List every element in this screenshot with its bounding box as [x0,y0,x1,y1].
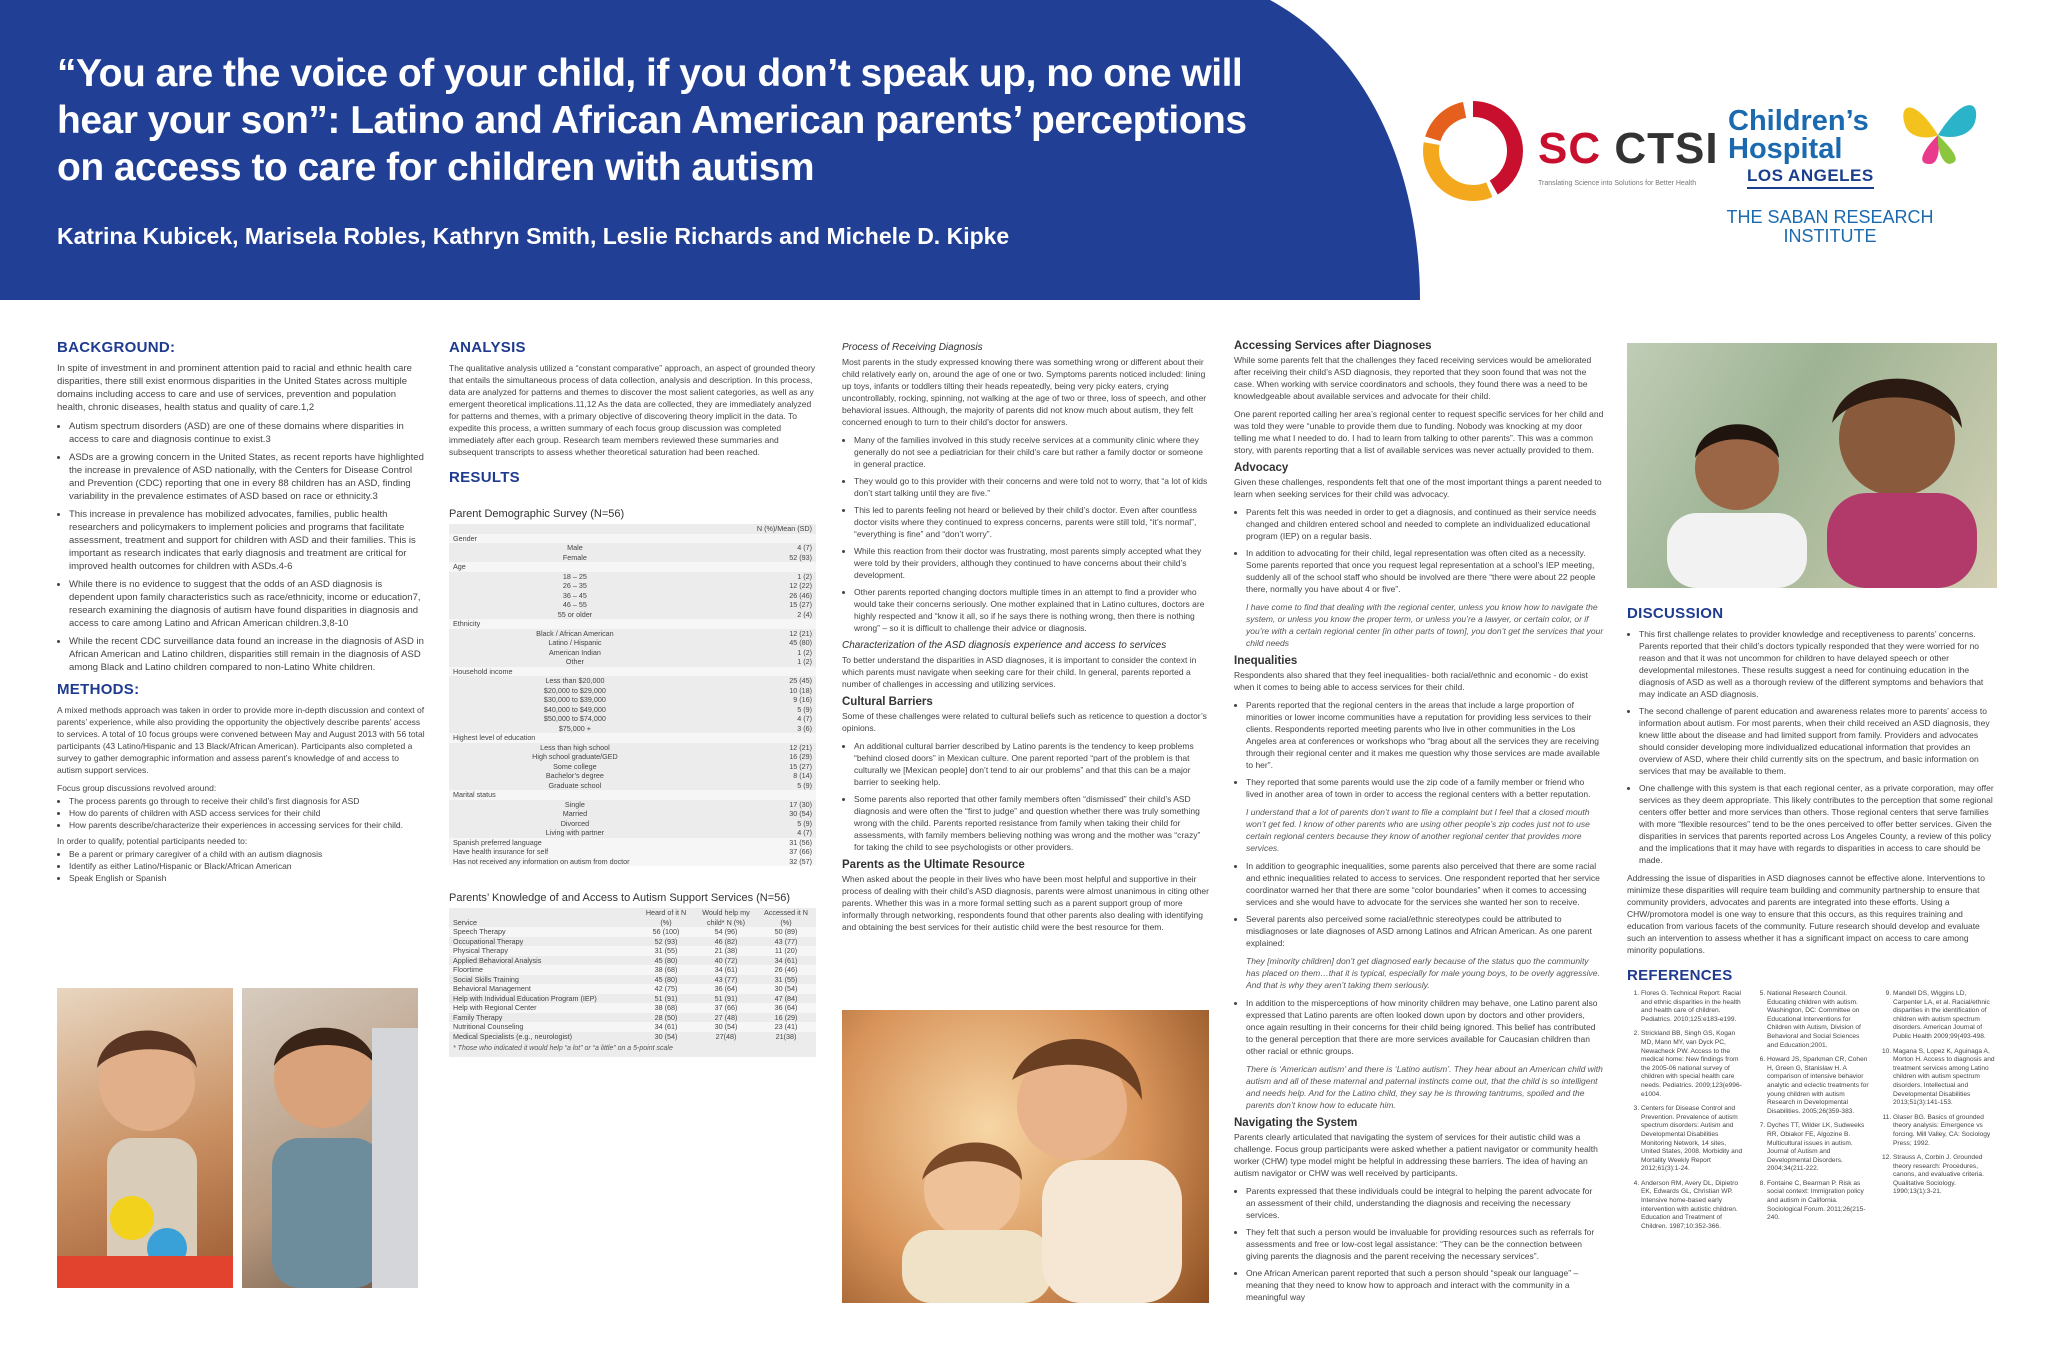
navigating-heading: Navigating the System [1234,1117,1358,1129]
table-cell-label: Living with partner [545,828,605,837]
table-row [449,676,816,686]
methods-focus-item: • How parents describe/characterize their experiences in accessing services for their child. [69,819,425,831]
table-cell-value: 21 (38) [714,946,738,955]
table-cell-value: 21(38) [775,1031,797,1041]
table-section-row [449,733,816,743]
table-cell-label: Help with Individual Education Program (IEP) [453,993,597,1003]
process-bullet: • This led to parents feeling not heard or believed by their child’s doctor. Even after countless doctor visits where they continued to express concerns, parents were still told, “it’s normal”, “everything is fine” and “don’t worry”. [854,504,1209,540]
table-cell-value: 38 (68) [654,965,678,974]
advocacy-heading: Advocacy [1234,462,1289,474]
table-row [449,752,816,762]
column-1 [57,332,425,890]
table-row [449,975,816,985]
table-cell-value: 45 (80) [654,974,678,984]
table-header-row [449,908,816,927]
table-cell-value: 1 (2) [797,647,812,657]
table-row [449,553,816,563]
table-section-row [449,667,816,677]
table-cell-value: 31 (55) [774,974,798,984]
process-bullet: • Other parents reported changing doctors multiple times in an attempt to find a provider who would take their concerns seriously. One mother explained that in Latino cultures, doctors are highly respected and “know it all, so if he says there is nothing wrong, then there is nothing wrong” – so it is difficult to challenge their advice or diagnosis. [854,586,1209,634]
table-row [449,828,816,838]
demographic-col-header: N (%)/Mean (SD) [756,524,812,533]
table-cell-label: Has not received any information on autism from doctor [449,857,701,867]
table-cell-value: 4 (7) [797,828,812,837]
cultural-barriers-heading: Cultural Barriers [842,696,933,708]
table-row [449,686,816,696]
characterization-text: To better understand the disparities in ASD diagnoses, it is important to consider the context in which parents must navigate when seeking care for their child. In general, parents reported a number of challenges in accessing and utilizing services. [842,655,1197,689]
table-cell-value: 31 (56) [701,838,816,848]
background-bullet: • ASDs are a growing concern in the United States, as recent reports have highlighted the increase in prevalence of ASD nationally, with the Centers for Disease Control and Prevention (CDC) reporting that one in every 88 children has an ASD, finding variability in the prevalence estimates of ASD based on race or ethnicity.3 [69,451,425,503]
methods-focus-intro: Focus group discussions revolved around: [57,783,217,793]
sc-ctsi-logo [1418,96,1719,206]
mother-child-illustration [842,1010,1209,1303]
characterization-heading: Characterization of the ASD diagnosis experience and access to services [842,640,1167,651]
table-row [449,771,816,781]
table-cell-value: 28 (50) [654,1012,678,1022]
table-cell-value: 56 (100) [652,927,680,936]
advocacy-bullets [1234,506,1604,595]
table-cell-label: Less than high school [540,742,610,752]
table-section-row [449,619,816,629]
table-cell-label: Nutritional Counseling [453,1022,524,1031]
table-header-cell: Would help my child* N (%) [702,908,750,927]
table-cell-label: Some college [553,761,597,771]
table-section-label: Ethnicity [449,619,816,629]
knowledge-table [449,908,816,1041]
process-bullet: • Many of the families involved in this study receive services at a community clinic where they generally do not see a pediatrician for their child’s care but rather a family doctor or someone in general practice. [854,434,1209,470]
inequalities-quote-1: I understand that a lot of parents don’t want to file a complaint but I feel that a closed mouth won’t get fed. I know of other parents who are using other people’s zip codes just not to use certain regional centers because they know of another regional center that provides more services. [1246,807,1590,853]
table-cell-label: Medical Specialists (e.g., neurologist) [453,1031,573,1041]
table-cell-value: 26 (46) [774,965,798,974]
table-row [449,819,816,829]
analysis-text: The qualitative analysis utilized a “constant comparative” approach, an aspect of grounded theory that entails the simultaneous process of data collection, analysis and description. In this process, data are analyzed for patterns and themes to discover the most salient categories, as well as any emergent theoretical implications.11,12 As the data are collected, they are immediately analyzed for patterns and themes, with a primary objective of discovering theory implicit in the data. To expedite this process, a written summary of each focus group discussion was completed immediately after each group. Research team members reviewed these summaries and subsequent transcripts to assess whether theoretical saturation had been reached. [449,363,816,457]
table-row [449,781,816,791]
methods-text: A mixed methods approach was taken in order to provide more in-depth discussion and context of parents’ experience, while also providing the opportunity the objectively describe parents’ access to services. A total of 10 focus groups were convened between May and August 2013 with 56 total participants (43 Latino/Hispanic and 13 Black/African American). Participants also completed a survey to gather demographic information and assess parent’s knowledge of and access to autism support services. [57,705,425,775]
knowledge-table-note: * Those who indicated it would help “a lot” or “a little” on a 5-point scale [449,1041,816,1057]
table-cell-value: 31 (55) [654,946,678,955]
table-cell-label: Floortime [453,965,483,974]
table-cell-label: 18 – 25 [562,571,587,581]
table-section-row [449,534,816,544]
table-cell-value: 27 (48) [714,1012,738,1022]
process-bullets [842,434,1209,634]
table-cell-value: 43 (77) [714,974,738,984]
inequalities-bullet: • They reported that some parents would use the zip code of a family member or friend who lived in another area of town in order to access the regional centers with a better reputation. [1246,776,1604,800]
table-row [449,648,816,658]
table-row [449,695,816,705]
table-cell-value: 16 (29) [789,752,812,761]
background-intro: In spite of investment in and prominent attention paid to racial and ethnic health care disparities, there still exist enormous disparities in the United States across multiple domains including access to care and use of services, prevention and population health, chronic diseases, health status and quality of care.1,2 [57,363,412,413]
table-cell-value: 45 (80) [654,955,678,965]
reference-item: 6. Howard JS, Sparkman CR, Cohen H, Green G, Stanislaw H. A comparison of intensive behavior analytic and eclectic treatments for young children with autism Research in Developmental Disabilities. 2005;26(359-383. [1767,1056,1871,1116]
methods-qualify-item: • Be a parent or primary caregiver of a child with an autism diagnosis [69,848,425,860]
table-cell-value: 45 (80) [789,638,812,647]
inequalities-quote-2: They [minority children] don’t get diagnosed early because of the status quo the community has placed on them…that it is typical, especially for male young boys, to be overly aggressive. And that is why they aren’t taking them seriously. [1246,956,1600,990]
table-cell-value: 4 (7) [797,714,812,723]
table-cell-value: 15 (27) [789,600,812,609]
table-row [449,581,816,591]
references-col-1 [1627,990,1745,1237]
column-4 [1234,332,1604,1309]
table-cell-label: Occupational Therapy [453,936,524,946]
table-cell-value: 47 (84) [774,993,798,1003]
references-col-3 [1879,990,1997,1237]
table-cell-value: 34 (61) [774,955,798,965]
inequalities-bullet: • In addition to geographic inequalities, some parents also perceived that there are some racial and ethnic inequalities related to access to services. One respondent reported that her service coordinator warned her that there are some “color boundaries” when it comes to accessing services and she would have to advocate for the services she wanted her son to receive. [1246,860,1604,908]
table-row [449,762,816,772]
background-bullet: • This increase in prevalence has mobilized advocates, families, public health researchers and policymakers to implement policies and programs that facilitate assessment, treatment and support for children with ASD and their families. This is important as research indicates that early diagnosis and treatment are critical for improved health outcomes for children with ASDs.4-6 [69,508,425,573]
table-row [449,724,816,734]
parents-resource-heading: Parents as the Ultimate Resource [842,859,1025,871]
cultural-bullet: • An additional cultural barrier described by Latino parents is the tendency to keep problems “behind closed doors” in Mexican culture. One parent reported “part of the problem is that culturally we [Mexican people] don’t tend to air our problems” and that this can be a major barrier to seeking help. [854,740,1209,788]
table-cell-value: 16 (29) [774,1012,798,1022]
demographic-table-caption: Parent Demographic Survey (N=56) [449,508,625,520]
table-cell-label: $40,000 to $49,000 [543,704,606,714]
child-photo-2-illustration [242,988,418,1288]
table-cell-value: 5 (9) [797,704,812,714]
table-section-label: Gender [449,534,816,544]
table-cell-value: 10 (18) [789,685,812,695]
process-text: Most parents in the study expressed knowing there was something wrong or different about their child relatively early on, around the age of one or two. Symptoms parents noticed included: lining up toys, infants or toddlers tilting their heads repeatedly, being very picky eaters, crying uncontrollably, rocking, spinning, not walking at the age of two or three, loss of speech, and other behavioral issues. Although, the majority of parents did not know much about autism, they felt concerned enough to turn to their child’s doctor for answers. [842,357,1207,427]
background-bullet: • While the recent CDC surveillance data found an increase in the diagnosis of ASD in African American and Latino children, disparities still remain in the diagnosis of ASD among Black and Latino children compared to non-Latino White children. [69,635,425,674]
cultural-barriers-text: Some of these challenges were related to cultural beliefs such as reticence to question a doctor’s opinions. [842,711,1207,733]
table-cell-value: 52 (93) [789,552,812,562]
navigating-text: Parents clearly articulated that navigating the system of services for their autistic child was a challenge. Focus group participants were asked whether a patient navigator or community health worker (CHW) type model might be helpful in addressing these barriers. The idea of having an autism navigator or CHW was well received by participants. [1234,1132,1598,1178]
table-row [449,1032,816,1042]
table-row [449,927,816,937]
methods-focus-item: • How do parents of children with ASD access services for their child [69,807,425,819]
table-cell-value: 30 (54) [774,984,798,993]
table-cell-label: Applied Behavioral Analysis [453,955,542,965]
table-cell-label: Spanish preferred language [449,838,701,848]
table-cell-value: 30 (54) [789,809,812,818]
reference-item: 7. Dyches TT, Wilder LK, Sudweeks RR, Obiakor FE, Algozine B. Multicultural issues in autism. Journal of Autism and Developmental Disorders. 2004;34(211-222. [1767,1122,1871,1174]
table-cell-value: 17 (30) [789,799,812,809]
table-row [449,937,816,947]
table-cell-value: 34 (61) [714,965,738,974]
discussion-closing: Addressing the issue of disparities in ASD diagnoses cannot be effective alone. Interventions to minimize these disparities will require team building and community partnership to ensure that community providers, advocates and parents are integrated into these efforts. Using a CHW/promotora model is one way to ensure that this occurs, as this requires training and education from various facets of the community. Future research should develop and evaluate such an intervention to assess whether it has a significant impact on access to care among minority populations. [1627,873,1986,955]
reference-item: 9. Mandell DS, Wiggins LD, Carpenter LA, et al. Racial/ethnic disparities in the identification of children with autism spectrum disorders. American Journal of Public Health 2009;99(493-498. [1893,990,1997,1042]
poster-title: “You are the voice of your child, if you don’t speak up, no one will hear your son”: Latino and African American parents’ perceptions on access to care for children with autism [57,52,1247,189]
table-row [449,638,816,648]
chla-line5: INSTITUTE [1783,226,1877,246]
table-cell-value: 12 (22) [789,581,812,590]
advocacy-text: Given these challenges, respondents felt that one of the most important things a parent needed to learn when seeking services for their child was advocacy. [1234,477,1602,499]
chla-logo [1725,90,1985,250]
table-cell-label: Speech Therapy [453,927,506,936]
table-cell-value: 32 (57) [701,857,816,867]
table-header-cell: Accessed it N (%) [764,908,808,927]
table-row [449,1022,816,1032]
methods-focus-item: • The process parents go through to receive their child’s first diagnosis for ASD [69,795,425,807]
demographic-table [449,524,816,866]
table-row [449,714,816,724]
table-cell-value: 54 (96) [714,927,738,936]
parents-resource-text: When asked about the people in their lives who have been most helpful and supportive in their process of dealing with their child’s ASD diagnosis, parents were almost unanimous in citing other parents. Whether this was in a more formal setting such as a parent support group of more informally through networking, respondents found that other parents also dealing with identifying and obtaining the best services for their autistic child were the best resource for them. [842,874,1209,932]
table-cell-label: 26 – 35 [562,581,587,590]
table-cell-value: 30 (54) [714,1022,738,1031]
chla-line2: Hospital [1728,133,1843,165]
table-row [449,956,816,966]
table-row [449,965,816,975]
discussion-bullet: • The second challenge of parent education and awareness relates more to parents’ access to information about autism. For most parents, when their child received an ASD diagnosis, they knew little about the disease and had limited support from family. Providers and advocates should consider developing more individualized educational information that provides an overview of ASD, where their child currently sits on the spectrum, and basic information on services that may be available to them. [1639,705,1997,777]
table-cell-label: Latino / Hispanic [548,638,602,647]
discussion-heading: DISCUSSION [1627,605,1724,622]
table-row [449,629,816,639]
analysis-heading: ANALYSIS [449,339,526,356]
table-row [449,1013,816,1023]
reference-item: 8. Fontaine C, Bearman P. Risk as social context: Immigration policy and autism in California. Sociological Forum. 2011;26(215-240. [1767,1180,1871,1223]
table-section-row [449,562,816,572]
table-cell-value: 51 (91) [654,993,678,1003]
table-cell-label: American Indian [548,647,601,657]
table-cell-value: 1 (2) [797,571,812,581]
sc-ctsi-wordmark: SC CTSI [1538,124,1719,173]
table-cell-label: 36 – 45 [562,590,587,600]
table-cell-label: Single [564,799,585,809]
accessing-services-heading: Accessing Services after Diagnoses [1234,340,1432,352]
table-cell-value: 42 (75) [654,984,678,993]
table-cell-value: 43 (77) [774,936,798,946]
table-row [449,705,816,715]
table-cell-value: 51 (91) [714,993,738,1003]
references-list [1627,990,1997,1237]
table-row [449,657,816,667]
background-heading: BACKGROUND: [57,339,176,356]
table-cell-label: 55 or older [557,609,593,619]
reference-item: 11. Glaser BG. Basics of grounded theory analysis: Emergence vs forcing. Mill Valley, CA: Sociology Press; 1992. [1893,1114,1997,1148]
results-heading: RESULTS [449,469,520,486]
inequalities-bullet: • In addition to the misperceptions of how minority children may behave, one Latino parent also expressed that Latino parents are often looked down upon by doctors and other providers, once again resulting in their concerns for their child being ignored. This belief has contributed to the general perception that there are more services available for Caucasian children than other racial or ethnic groups. [1246,997,1604,1057]
table-header-cell: Service [453,917,477,927]
child-photo-1-illustration [57,988,233,1288]
table-cell-value: 3 (6) [797,723,812,733]
butterfly-icon [1893,90,1983,170]
inequalities-heading: Inequalities [1234,655,1298,667]
chla-line4: THE SABAN RESEARCH [1726,207,1934,227]
reference-item: 4. Anderson RM, Avery DL, Dipietro EK, Edwards GL, Christian WP. Intensive home-based early intervention with autistic children. Education and Treatment of Children. 1987;10:352-366. [1641,1180,1745,1232]
table-row [449,610,816,620]
table-row [449,591,816,601]
table-cell-value: 38 (68) [654,1003,678,1012]
mother-son-illustration [1627,343,1997,588]
table-section-label: Highest level of education [449,733,816,743]
table-cell-label: 46 – 55 [562,600,587,609]
sc-ctsi-ring-icon [1418,96,1528,206]
advocacy-quote: I have come to find that dealing with the regional center, unless you know how to navigate the system, or unless you know the proper term, or unless you’re a lawyer, or certain color, or if you’re with a certain regional center [in other parts of town], you don’t get the services that your child needs [1246,602,1604,648]
knowledge-table-caption: Parents’ Knowledge of and Access to Autism Support Services (N=56) [449,892,791,904]
table-cell-label: Bachelor’s degree [545,771,604,780]
table-row [449,800,816,810]
inequalities-bullets-3 [1234,997,1604,1057]
navigating-bullet: • One African American parent reported that such a person should “speak our language” – meaning that they need to know how to approach and interact with the community in a meaningful way [1246,1267,1604,1303]
table-cell-value: 12 (21) [789,742,812,752]
methods-qualify-item: • Identify as either Latino/Hispanic or Black/African American [69,860,425,872]
table-cell-label: Male [567,543,583,552]
references-col-2 [1753,990,1871,1237]
table-cell-value: 4 (7) [797,543,812,552]
table-cell-label: Divorced [560,818,590,828]
table-cell-value: 25 (45) [789,676,812,685]
table-cell-label: $75,000 + [558,723,591,733]
table-section-label: Age [449,562,816,572]
poster-header [0,0,2048,300]
navigating-bullets [1234,1185,1604,1303]
table-cell-value: 36 (64) [714,984,738,993]
table-cell-label: Black / African American [536,628,614,638]
inequalities-bullets-2 [1234,860,1604,949]
inequalities-bullet: • Several parents also perceived some racial/ethnic stereotypes could be attributed to misdiagnoses or late diagnoses of ASD among Latinos and African American. As one parent explained: [1246,913,1604,949]
advocacy-bullet: • In addition to advocating for their child, legal representation was often cited as a necessity. Some parents reported that once you request legal representation at a school’s IEP meeting, suddenly all of the school staff who should be involved are there “there were about 22 people there, normally you have about 4 or five”. [1246,547,1604,595]
inequalities-quote-3: There is ‘American autism’ and there is ‘Latino autism’. They hear about an American child with autism and all of these maternal and paternal instincts come out, that the child is so intelligent and needs help. And for the Latino child, they say he is throwing tantrums, spoiled and the parents don’t know how to educate him. [1246,1064,1603,1110]
poster-authors: Katrina Kubicek, Marisela Robles, Kathryn Smith, Leslie Richards and Michele D. Kipke [57,223,1010,249]
reference-item: 3. Centers for Disease Control and Prevention. Prevalence of autism spectrum disorders: Autism and Developmental Disabilities Monitoring Network, 14 sites, United States, 2008. Morbidity and Mortality Weekly Report 2012;61(3):1-24. [1641,1105,1745,1174]
methods-heading: METHODS: [57,681,140,698]
table-row [449,857,816,867]
table-cell-label: Graduate school [548,780,602,790]
table-cell-value: 27(48) [715,1031,737,1041]
table-row [449,847,816,857]
table-cell-value: 50 (89) [774,927,798,936]
table-cell-label: High school graduate/GED [532,752,618,761]
table-cell-value: 26 (46) [789,590,812,600]
table-row [449,543,816,553]
table-cell-value: 12 (21) [789,628,812,638]
child-photo-1 [57,988,233,1288]
sc-ctsi-tagline: Translating Science into Solutions for Better Health [1538,180,1697,187]
methods-qualify-list [57,848,425,884]
table-cell-value: 9 (16) [793,695,812,704]
table-cell-label: Help with Regional Center [453,1003,537,1012]
table-cell-label: Married [562,809,588,818]
table-cell-value: 5 (9) [797,818,812,828]
reference-item: 12. Strauss A, Corbin J. Grounded theory research: Procedures, canons, and evaluative criteria. Qualitative Sociology. 1990;13(1):3-21. [1893,1154,1997,1197]
discussion-bullet: • One challenge with this system is that each regional center, as a private corporation, may offer services as they deem appropriate. This likely contributes to the perception that some regional centers offer better and more services than others. Those regional centers that serve families with more “flexible resources” tend to be the ones perceived to offer better services. Given the disparities in services that parents reported across Los Angeles County, a review of this policy and the implications that it may have with regards to disparities in access to care should be made. [1639,782,1997,866]
discussion-bullets [1627,628,1997,866]
accessing-services-text-1: While some parents felt that the challenges they faced receiving services would be ameliorated after receiving their child’s ASD diagnosis, they reported that they soon found that was not the case. When working with service coordinators and schools, they found there was a need to be knowledgeable about available services and advocate for their child. [1234,355,1592,401]
child-photo-2 [242,988,418,1288]
table-cell-value: 15 (27) [789,761,812,771]
table-cell-label: Family Therapy [453,1012,503,1022]
column-3 [842,332,1209,939]
table-cell-label: Less than $20,000 [545,676,605,685]
table-cell-value: 5 (9) [797,780,812,790]
advocacy-bullet: • Parents felt this was needed in order to get a diagnosis, and continued as their service needs changed and children entered school and needed to complete an individualized educational program (IEP) on a regular basis. [1246,506,1604,542]
background-bullet: • While there is no evidence to suggest that the odds of an ASD diagnosis is dependent upon family characteristics such as race/ethnicity, income or education7, research examining the diagnosis of autism have found disparities in diagnosis and access to care among Latino and African American children.3,8-10 [69,578,425,630]
table-cell-value: 11 (20) [774,946,798,955]
table-cell-label: Social Skills Training [453,974,519,984]
table-cell-label: Female [562,552,587,562]
background-bullet: • Autism spectrum disorders (ASD) are one of these domains where disparities in access to care and diagnosis continue to exist.3 [69,420,425,446]
table-cell-label: Physical Therapy [453,946,508,955]
navigating-bullet: • They felt that such a person would be invaluable for providing resources such as referrals for assessments and free or low-cost legal assistance: “They can be the connection between giving parents the diagnosis and the parent receiving the necessary services”. [1246,1226,1604,1262]
table-row [449,838,816,848]
discussion-bullet: • This first challenge relates to provider knowledge and receptiveness to parents’ concerns. Parents reported that their child’s doctors typically responded that they were worried for no reason and that it was not uncommon for children to have delayed speech or other developmental milestones. These results suggest a need for continuing education in the diagnosis of ASD as well as a thorough review of the different symptoms and behaviors that may indicate an ASD diagnosis. [1639,628,1997,700]
table-cell-value: 37 (66) [701,847,816,857]
process-bullet: • They would go to this provider with their concerns and were told not to worry, that “a lot of kids don’t start talking until they are five.” [854,475,1209,499]
table-cell-label: Other [565,657,584,666]
column-5 [1627,598,1997,1237]
table-cell-label: Have health insurance for self [449,847,701,857]
methods-qualify-item: • Speak English or Spanish [69,872,425,884]
table-cell-value: 1 (2) [797,657,812,666]
table-row [449,984,816,994]
table-section-row [449,790,816,800]
table-row [449,994,816,1004]
methods-qualify-intro: In order to qualify, potential participants needed to: [57,836,248,846]
table-cell-value: 46 (82) [714,936,738,946]
reference-item: 2. Strickland BB, Singh GS, Kogan MD, Mann MY, van Dyck PC, Newacheck PW. Access to the medical home: New findings from the 2005-06 national survey of children with special health care needs. Pediatrics. 2009;123(e996-e1004. [1641,1030,1745,1099]
table-row [449,600,816,610]
table-row [449,572,816,582]
table-cell-value: 37 (66) [714,1003,738,1012]
table-header-cell: Heard of it N (%) [645,908,687,927]
cultural-bullet: • Some parents also reported that other family members often “dismissed” their child’s ASD diagnosis and were often the “first to judge” and question whether there was truly something wrong with the child. Parents reported resistance from family when taking their child for assessments, with family members believing nothing was wrong and the mother was “crazy” for taking the child to see psychologists or other providers. [854,793,1209,853]
table-cell-value: 23 (41) [774,1022,798,1031]
chla-line1: Children’s [1728,105,1869,137]
table-cell-value: 52 (93) [654,936,678,946]
table-cell-label: $30,000 to $39,000 [543,695,606,704]
reference-item: 10. Magana S, Lopez K, Aguinaga A, Morton H. Access to diagnosis and treatment services among Latino children with autism spectrum disorders. Intellectual and Developmental Disabilities 2013;51(3):141-153. [1893,1048,1997,1108]
table-cell-label: $50,000 to $74,000 [543,714,606,723]
table-section-label: Household income [449,667,816,677]
table-cell-value: 2 (4) [797,609,812,619]
table-cell-label: $20,000 to $29,000 [543,685,606,695]
chla-line3: LOS ANGELES [1747,166,1874,189]
inequalities-bullets [1234,699,1604,800]
table-section-label: Marital status [449,790,816,800]
table-cell-value: 8 (14) [793,771,812,780]
references-heading: REFERENCES [1627,967,1733,984]
methods-focus-list [57,795,425,831]
table-cell-label: Behavioral Management [453,984,531,993]
mother-son-photo [1627,343,1997,588]
inequalities-text: Respondents also shared that they feel inequalities- both racial/ethnic and economic - do exist when it comes to being able to access services for their child. [1234,670,1588,692]
table-row [449,1003,816,1013]
table-row [449,743,816,753]
inequalities-bullet: • Parents reported that the regional centers in the areas that include a large proportion of minorities or lower income communities have a reputation for providing less services to their clients. Respondents reported meeting parents who live in other communities in the Los Angeles area at conferences or workshops who “brag about all the services they are receiving through their regional center and it makes me question why those services are made available to her”. [1246,699,1604,771]
mother-child-photo [842,1010,1209,1303]
reference-item: 5. National Research Council. Educating children with autism. Washington, DC: Committee on Educational Interventions for Children with Autism, Division of Behavioral and Social Sciences and Education;2001. [1767,990,1871,1050]
navigating-bullet: • Parents expressed that these individuals could be integral to helping the parent advocate for an assessment of their child, understanding the diagnosis and receiving the necessary services. [1246,1185,1604,1221]
table-cell-value: 30 (54) [654,1031,678,1041]
column-2 [449,332,816,1057]
table-cell-value: 34 (61) [654,1022,678,1031]
table-cell-value: 40 (72) [714,955,738,965]
process-bullet: • While this reaction from their doctor was frustrating, most parents simply accepted what they were told by their providers, although they continued to have concerns about their child’s development. [854,545,1209,581]
table-cell-value: 36 (64) [774,1003,798,1012]
table-row [449,809,816,819]
accessing-services-text-2: One parent reported calling her area’s regional center to request specific services for her child and was told they were “unable to provide them due to funding. Nobody was knocking at my door telling me what I needed to do. I had to learn from talking to other parents”. This was a common story, with parents reporting that a list of available services was never actually provided to them. [1234,409,1604,455]
process-heading: Process of Receiving Diagnosis [842,342,983,353]
cultural-barriers-bullets [842,740,1209,853]
background-bullets [57,420,425,674]
table-row [449,946,816,956]
reference-item: 1. Flores G. Technical Report: Racial and ethnic disparities in the health and health care of children. Pediatrics. 2010;125:e183-e199. [1641,990,1745,1024]
